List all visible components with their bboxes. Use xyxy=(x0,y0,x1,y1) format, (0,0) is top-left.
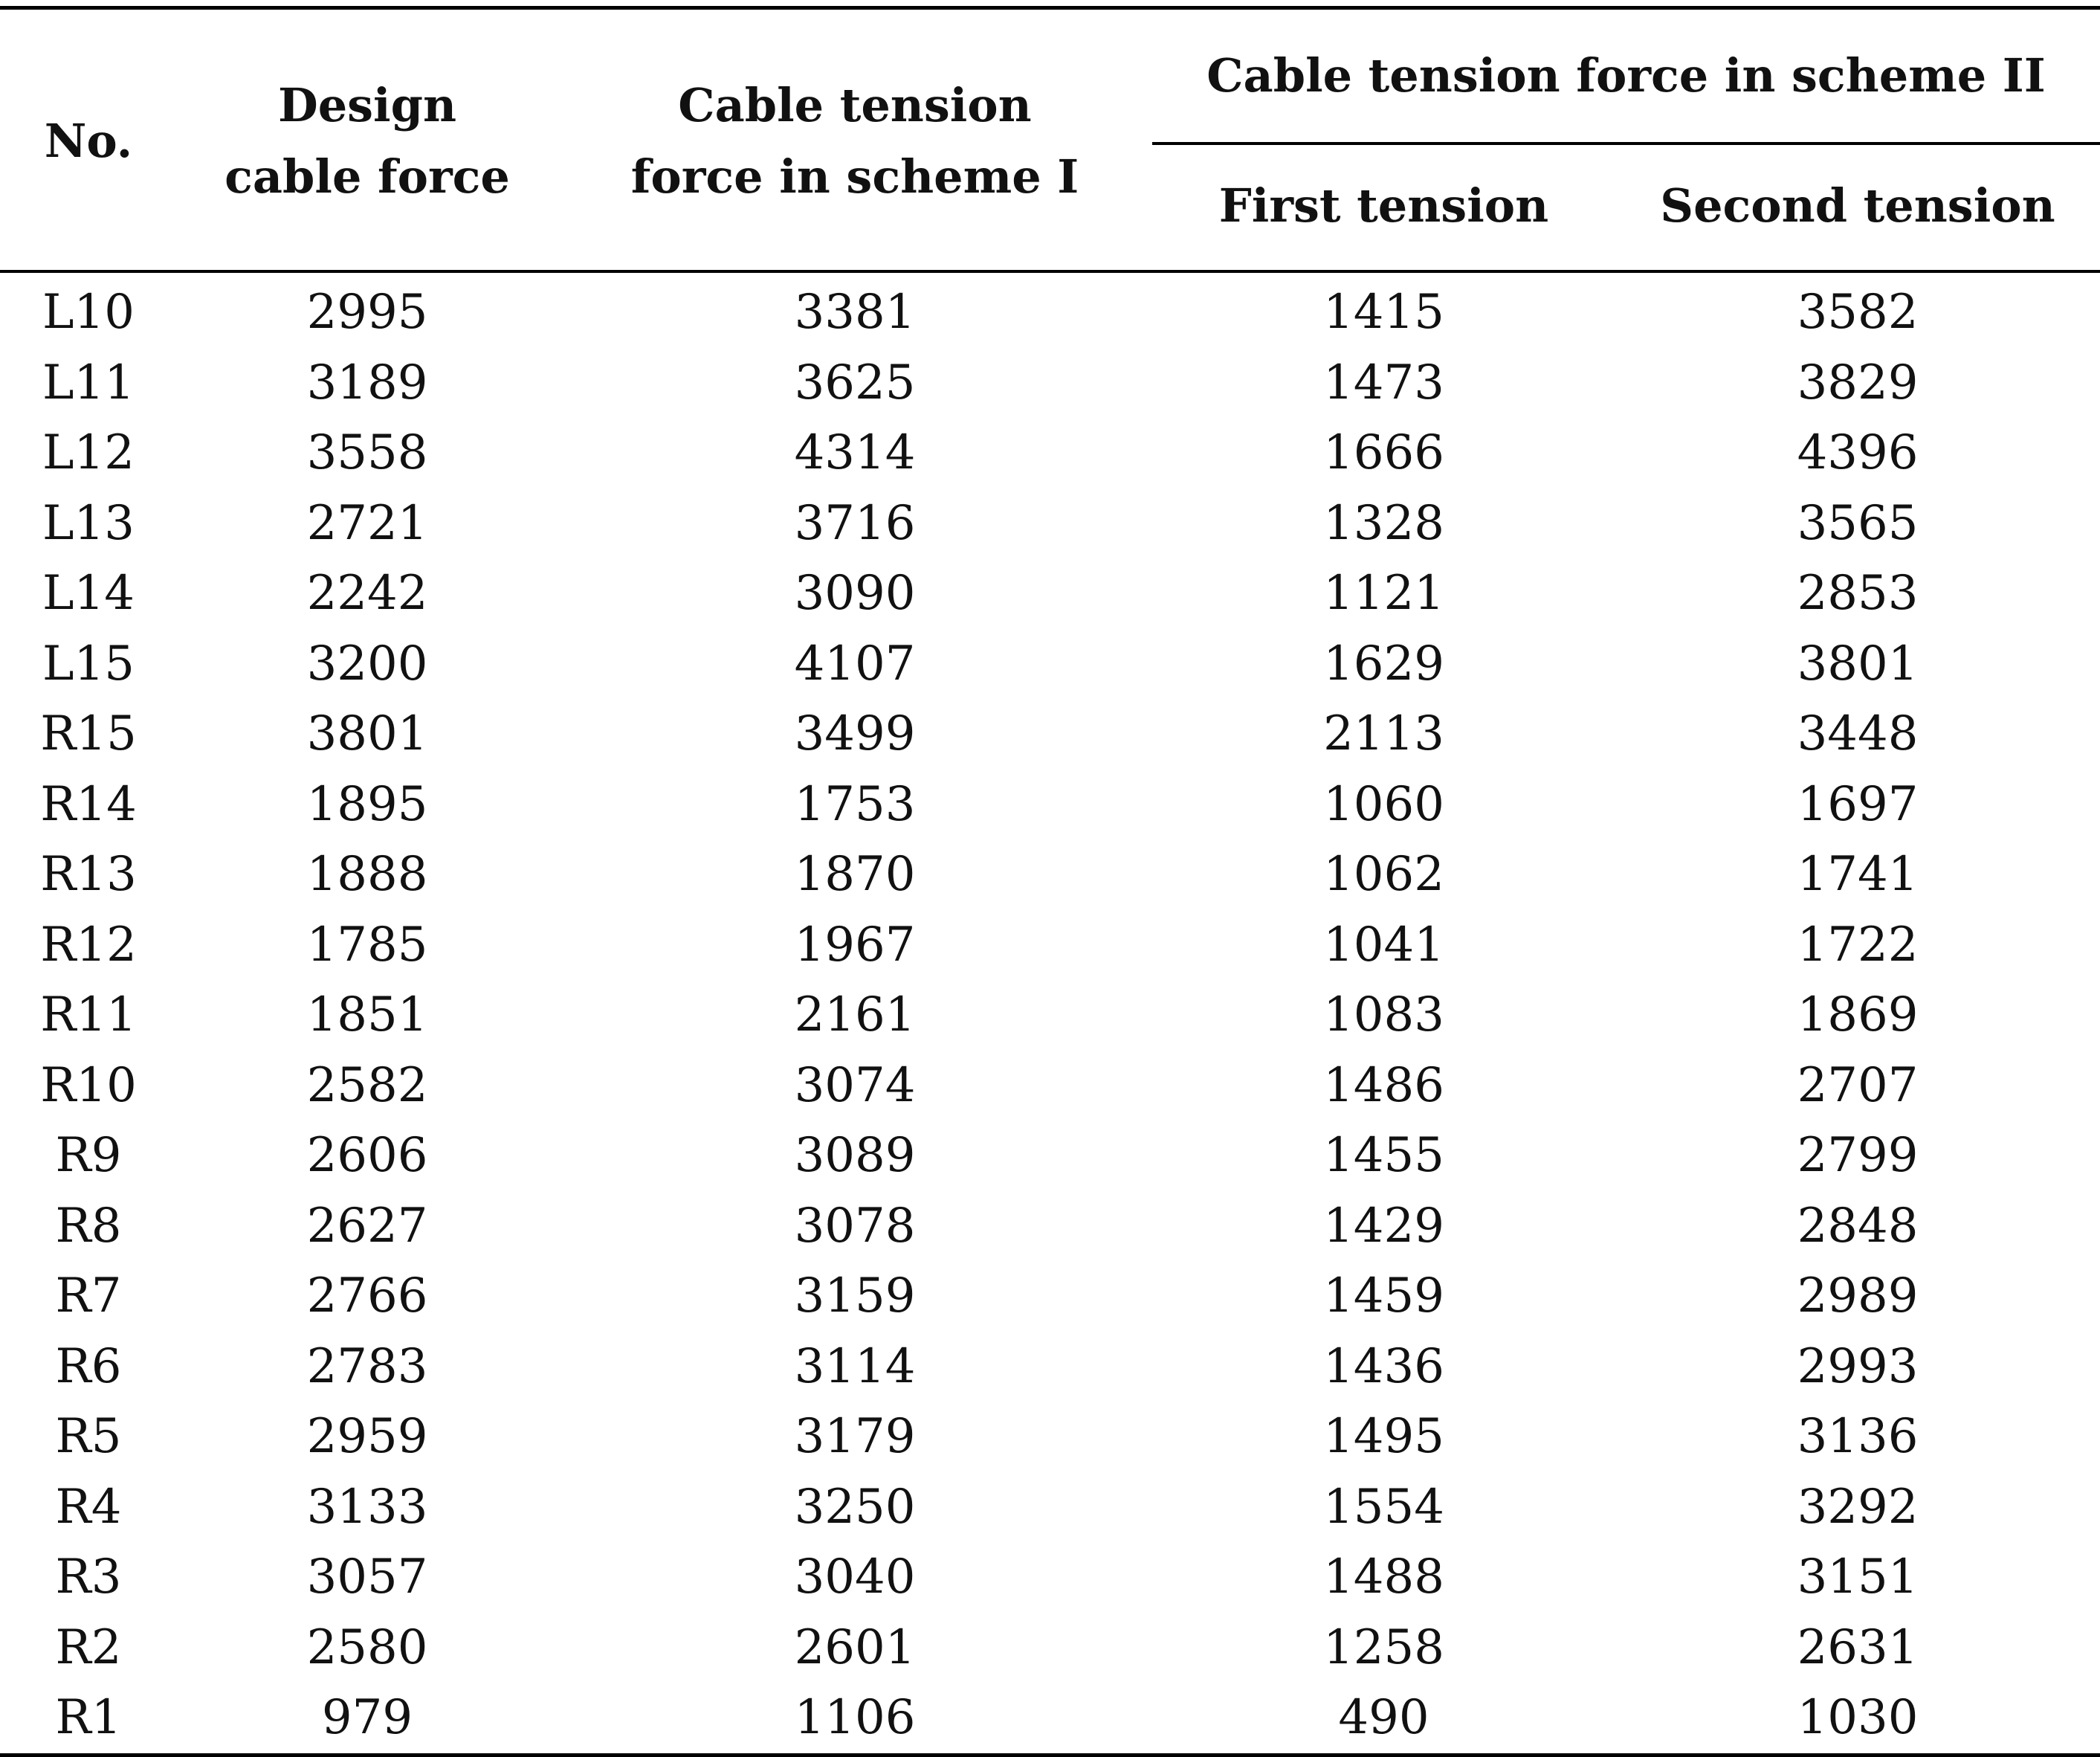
cell-no: R8 xyxy=(55,1198,122,1254)
header-first-tension: First tension xyxy=(1152,144,1615,271)
cell-no: L10 xyxy=(42,285,135,340)
cell-first: 1495 xyxy=(1323,1409,1444,1464)
cell-scheme1: 4314 xyxy=(794,425,916,480)
cell-first: 1060 xyxy=(1323,776,1444,832)
cell-second: 3565 xyxy=(1797,495,1919,551)
cell-scheme1: 3499 xyxy=(794,706,916,761)
cell-scheme1: 3114 xyxy=(794,1338,916,1394)
cell-second: 2799 xyxy=(1797,1128,1919,1183)
cell-no: R4 xyxy=(55,1479,122,1535)
cell-no: R9 xyxy=(55,1128,122,1183)
cell-design: 1851 xyxy=(306,987,428,1042)
cell-no: L13 xyxy=(42,495,135,551)
cell-first: 1083 xyxy=(1323,987,1444,1042)
cell-scheme1: 1967 xyxy=(794,917,916,973)
cell-scheme1: 1753 xyxy=(794,776,916,832)
header-scheme-1 xyxy=(558,8,1152,272)
table-body xyxy=(0,271,2100,1755)
cell-design: 2959 xyxy=(306,1409,428,1464)
cell-scheme1: 2161 xyxy=(794,987,916,1042)
cell-design: 2627 xyxy=(306,1198,428,1254)
cell-second: 3829 xyxy=(1797,355,1919,410)
cell-scheme1: 3089 xyxy=(794,1128,916,1183)
cell-second: 3582 xyxy=(1797,285,1919,340)
cell-second: 1030 xyxy=(1615,1683,2100,1755)
cell-first: 1473 xyxy=(1323,355,1444,410)
cell-design: 2582 xyxy=(306,1057,428,1113)
cell-scheme1: 1870 xyxy=(794,847,916,902)
table-row xyxy=(0,348,2100,419)
table-row xyxy=(0,1683,2100,1755)
table-row xyxy=(0,1191,2100,1262)
cell-first: 1459 xyxy=(1323,1268,1444,1324)
cell-second: 1869 xyxy=(1797,987,1919,1042)
cell-design: 3057 xyxy=(306,1550,428,1605)
table-row xyxy=(0,1613,2100,1683)
table-row xyxy=(0,1121,2100,1191)
cell-no: R5 xyxy=(55,1409,122,1464)
cell-design: 3133 xyxy=(306,1479,428,1535)
cable-force-table xyxy=(0,6,2100,1757)
cell-design: 3200 xyxy=(306,636,428,691)
table-container xyxy=(0,6,2100,1757)
table-row xyxy=(0,980,2100,1051)
cell-second: 2707 xyxy=(1797,1057,1919,1113)
table-row xyxy=(0,1472,2100,1543)
cell-second: 3801 xyxy=(1797,636,1919,691)
table-header xyxy=(0,8,2100,272)
cell-first: 1486 xyxy=(1323,1057,1444,1113)
cell-second: 3448 xyxy=(1797,706,1919,761)
cell-second: 2993 xyxy=(1797,1338,1919,1394)
cell-no: R7 xyxy=(55,1268,122,1324)
cell-first: 1436 xyxy=(1323,1338,1444,1394)
table-row xyxy=(0,1542,2100,1613)
table-row xyxy=(0,418,2100,489)
cell-no: R11 xyxy=(40,987,137,1042)
table-row xyxy=(0,1402,2100,1472)
cell-design: 2606 xyxy=(306,1128,428,1183)
cell-first: 2113 xyxy=(1323,706,1444,761)
cell-second: 1722 xyxy=(1797,917,1919,973)
cell-first: 1488 xyxy=(1323,1550,1444,1605)
cell-no: R10 xyxy=(40,1057,137,1113)
cell-first: 1415 xyxy=(1323,285,1444,340)
header-second-tension: Second tension xyxy=(1615,144,2100,271)
cell-second: 2848 xyxy=(1797,1198,1919,1254)
cell-design: 2995 xyxy=(306,285,428,340)
table-row xyxy=(0,839,2100,910)
cell-second: 3151 xyxy=(1797,1550,1919,1605)
cell-design: 2242 xyxy=(306,566,428,621)
cell-design: 2766 xyxy=(306,1268,428,1324)
cell-no: L12 xyxy=(42,425,135,480)
cell-no: R13 xyxy=(40,847,137,902)
cell-no: L15 xyxy=(42,636,135,691)
cell-design: 3801 xyxy=(306,706,428,761)
header-scheme-1-text: Cable tension force in scheme I xyxy=(630,78,1079,204)
cell-no: R15 xyxy=(40,706,137,761)
cell-first: 1328 xyxy=(1323,495,1444,551)
header-scheme-2-group: Cable tension force in scheme II xyxy=(1152,8,2100,144)
table-row xyxy=(0,1332,2100,1402)
cell-no: R12 xyxy=(40,917,137,973)
header-design-cable-force xyxy=(177,8,558,272)
cell-scheme1: 3716 xyxy=(794,495,916,551)
cell-first: 1062 xyxy=(1323,847,1444,902)
cell-no: L11 xyxy=(42,355,135,410)
cell-first: 1554 xyxy=(1323,1479,1444,1535)
cell-first: 490 xyxy=(1152,1683,1615,1755)
cell-no: R6 xyxy=(55,1338,122,1394)
cell-design: 2721 xyxy=(306,495,428,551)
table-row xyxy=(0,770,2100,840)
cell-no: R14 xyxy=(40,776,137,832)
header-design-text: Design cable force xyxy=(224,78,510,204)
cell-no: R3 xyxy=(55,1550,122,1605)
header-row-top xyxy=(0,8,2100,144)
table-row xyxy=(0,1261,2100,1332)
cell-design: 1888 xyxy=(306,847,428,902)
cell-design: 979 xyxy=(177,1683,558,1755)
cell-second: 3136 xyxy=(1797,1409,1919,1464)
cell-first: 1666 xyxy=(1323,425,1444,480)
cell-second: 1697 xyxy=(1797,776,1919,832)
cell-second: 2631 xyxy=(1797,1619,1919,1675)
table-row xyxy=(0,489,2100,559)
cell-design: 1785 xyxy=(306,917,428,973)
cell-no: R2 xyxy=(55,1619,122,1675)
cell-no: L14 xyxy=(42,566,135,621)
header-no: No. xyxy=(0,8,177,272)
table-row xyxy=(0,699,2100,770)
cell-first: 1041 xyxy=(1323,917,1444,973)
table-row xyxy=(0,1051,2100,1121)
cell-design: 2783 xyxy=(306,1338,428,1394)
cell-second: 3292 xyxy=(1797,1479,1919,1535)
cell-first: 1455 xyxy=(1323,1128,1444,1183)
table-row xyxy=(0,558,2100,629)
table-row xyxy=(0,910,2100,981)
cell-design: 3558 xyxy=(306,425,428,480)
cell-design: 2580 xyxy=(306,1619,428,1675)
table-row xyxy=(0,271,2100,348)
cell-second: 2853 xyxy=(1797,566,1919,621)
cell-first: 1121 xyxy=(1323,566,1444,621)
cell-scheme1: 4107 xyxy=(794,636,916,691)
cell-scheme1: 3159 xyxy=(794,1268,916,1324)
cell-first: 1258 xyxy=(1323,1619,1444,1675)
cell-second: 1741 xyxy=(1797,847,1919,902)
cell-scheme1: 3179 xyxy=(794,1409,916,1464)
cell-scheme1: 3625 xyxy=(794,355,916,410)
cell-second: 2989 xyxy=(1797,1268,1919,1324)
cell-scheme1: 1106 xyxy=(558,1683,1152,1755)
cell-first: 1429 xyxy=(1323,1198,1444,1254)
cell-scheme1: 3250 xyxy=(794,1479,916,1535)
table-row xyxy=(0,629,2100,700)
cell-no: R1 xyxy=(0,1683,177,1755)
cell-scheme1: 3040 xyxy=(794,1550,916,1605)
cell-scheme1: 3090 xyxy=(794,566,916,621)
cell-scheme1: 3381 xyxy=(794,285,916,340)
cell-design: 1895 xyxy=(306,776,428,832)
cell-design: 3189 xyxy=(306,355,428,410)
cell-second: 4396 xyxy=(1797,425,1919,480)
cell-scheme1: 3078 xyxy=(794,1198,916,1254)
cell-scheme1: 2601 xyxy=(794,1619,916,1675)
cell-first: 1629 xyxy=(1323,636,1444,691)
cell-scheme1: 3074 xyxy=(794,1057,916,1113)
